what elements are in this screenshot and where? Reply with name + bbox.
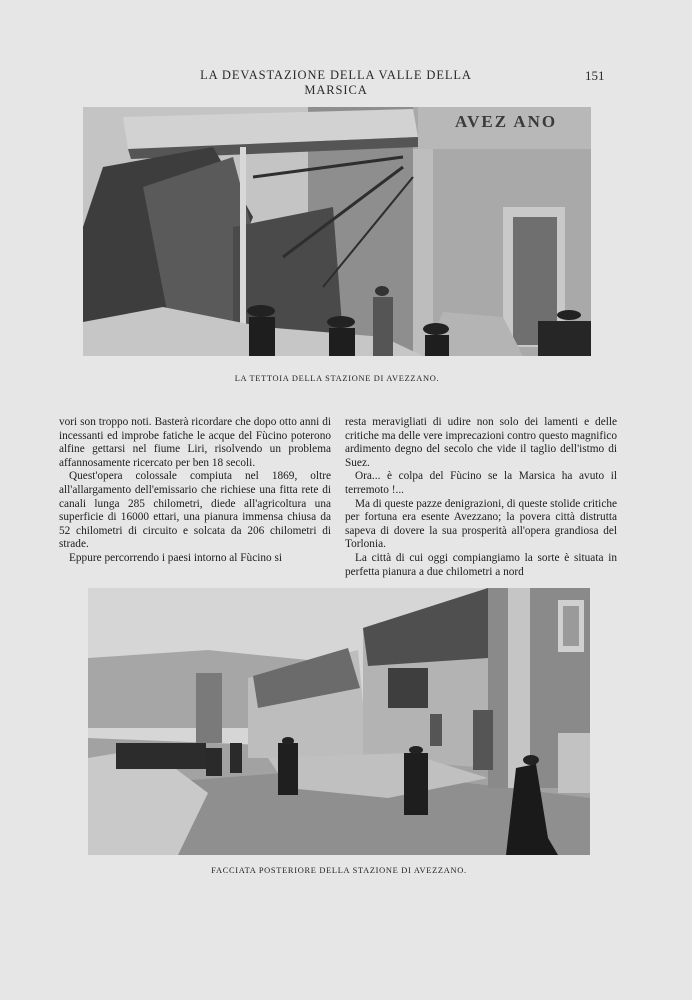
paragraph: Ma di queste pazze denigrazioni, di queste stolide critiche per fortuna era esente Avezzano; la povera città distrutta sapeva di dovere la sua prosperità all'opera grandiosa del Torlonia.: [345, 497, 617, 551]
station-facade-image: [88, 588, 590, 855]
text-column-left: [59, 416, 331, 566]
paragraph: Ora... è colpa del Fùcino se la Marsica ha avuto il terremoto !...: [345, 470, 617, 496]
station-facade-photo: [88, 588, 590, 855]
photo-caption-2: FACCIATA POSTERIORE DELLA STAZIONE DI AVEZZANO.: [211, 866, 467, 875]
station-sign-text: AVEZ ANO: [455, 112, 558, 131]
page-number: 151: [585, 68, 605, 83]
paragraph: vori son troppo noti. Basterà ricordare che dopo otto anni di incessanti ed improbe fatiche le acque del Fùcino poterono alfine gettarsi nel fiume Liri, risolvendo un problema affannosamente ricercato per ben 18 secoli.: [59, 416, 331, 469]
paragraph: Eppure percorrendo i paesi intorno al Fùcino si: [69, 551, 283, 564]
text-column-right: [345, 416, 617, 579]
station-canopy-image: [83, 107, 591, 356]
photo-caption-1: LA TETTOIA DELLA STAZIONE DI AVEZZANO.: [234, 374, 440, 383]
paragraph: resta meravigliati di udire non solo dei lamenti e delle critiche ma delle vere imprecazioni contro questo magnifico ardimento degno del secolo che vide il taglio dell'istmo di Suez.: [345, 416, 617, 469]
running-head: LA DEVASTAZIONE DELLA VALLE DELLA MARSICA: [200, 68, 472, 97]
paragraph: Quest'opera colossale compiuta nel 1869, oltre all'allargamento dell'emissario che richiese una fitta rete di canali lunga 285 chilometri, diede all'agricoltura una superficie di 16000 ettari, una pianura immensa chiusa da 52 chilometri di circuito e solcata da 206 chilometri di strade.: [59, 470, 331, 551]
station-canopy-photo: [83, 107, 591, 356]
paragraph: La città di cui oggi compiangiamo la sorte è situata in perfetta pianura a due chilometri a nord: [345, 551, 617, 578]
